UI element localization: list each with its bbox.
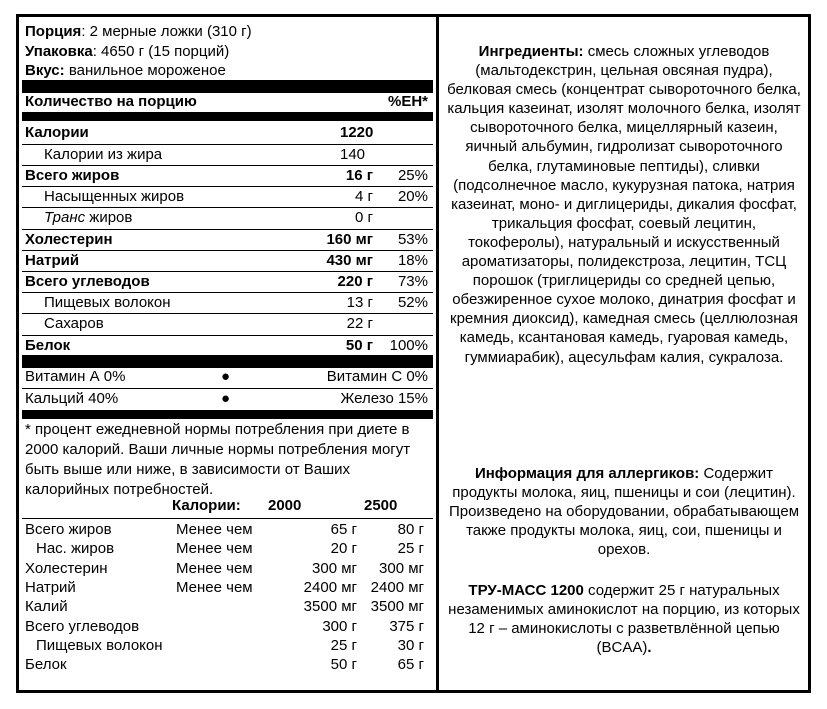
- nutrient-label-text: жиров: [89, 209, 133, 226]
- daily-value-row: [22, 520, 433, 539]
- medium-rule: [22, 410, 433, 419]
- footnote: * процент ежедневной нормы потребления при диете в 2000 калорий. Ваши личные нормы потребления могут быть выше или ниже, в зависимости от Ваших калорийных потребностей.: [25, 421, 411, 498]
- serving-size-line: [25, 22, 435, 42]
- calories-from-fat-row: [22, 145, 433, 165]
- calories-value: 1220: [340, 124, 374, 141]
- amount-per-serving-label: Количество на порцию: [25, 93, 197, 110]
- serving-size-label: Порция: [25, 23, 82, 40]
- daily-value-name: Натрий: [25, 579, 76, 596]
- daily-value-2500: 80 г: [397, 521, 424, 538]
- nutrient-label: Всего углеводов: [25, 273, 150, 290]
- daily-value-2000: 20 г: [330, 540, 357, 557]
- nutrient-label-italic: Транс: [44, 209, 86, 226]
- daily-value-2000: 300 г: [322, 618, 357, 635]
- nutrient-daily-value: 73%: [397, 273, 428, 290]
- nutrient-amount: 50 г: [345, 337, 373, 354]
- nutrient-amount: 430 мг: [326, 252, 373, 269]
- nutrient-row: [22, 187, 433, 207]
- nutrient-daily-value: 52%: [397, 294, 428, 311]
- nutrition-facts-panel: [22, 14, 435, 693]
- nutrient-row: [22, 251, 433, 271]
- daily-value-2000: 300 мг: [312, 560, 357, 577]
- daily-value-2500: 25 г: [397, 540, 424, 557]
- daily-value-condition: Менее чем: [176, 560, 253, 577]
- allergen-label: Информация для аллергиков:: [474, 465, 700, 482]
- nutrient-amount: 160 мг: [326, 231, 373, 248]
- daily-value-row: [22, 559, 433, 578]
- nutrient-row: [22, 166, 433, 186]
- nutrient-label: Пищевых волокон: [44, 294, 171, 311]
- medium-rule: [22, 112, 433, 121]
- nutrient-row: [22, 314, 433, 334]
- package-value: : 4650 г (15 порций): [92, 43, 230, 60]
- ingredients-paragraph: [445, 42, 803, 367]
- daily-values-2000: 2000: [268, 497, 302, 514]
- bcaa-paragraph: [445, 581, 803, 657]
- daily-value-name: Калий: [25, 598, 68, 615]
- nutrient-label: Холестерин: [25, 231, 113, 248]
- bcaa-text: содержит 25 г натуральных незаменимых аминокислот на порцию, из которых 12 г – аминокислоты с разветвлённой цепью (BCAA): [448, 582, 800, 657]
- nutrient-row: [22, 336, 433, 356]
- vitamin-c: Витамин С 0%: [326, 368, 428, 385]
- daily-value-row: [22, 539, 433, 558]
- vitamin-a: Витамин А 0%: [25, 368, 126, 385]
- allergen-paragraph: [445, 464, 803, 559]
- daily-values-header: [22, 496, 433, 516]
- daily-value-2000: 2400 мг: [303, 579, 357, 596]
- ingredients-panel: [445, 14, 803, 693]
- daily-value-name: Холестерин: [25, 560, 108, 577]
- nutrient-daily-value: 100%: [389, 337, 428, 354]
- package-label: Упаковка: [25, 43, 93, 60]
- nutrient-amount: 0 г: [355, 209, 373, 226]
- daily-value-condition: Менее чем: [176, 540, 253, 557]
- daily-value-name: Пищевых волокон: [36, 637, 163, 654]
- daily-value-row: [22, 655, 433, 674]
- nutrient-amount: 13 г: [346, 294, 373, 311]
- nutrient-amount: 220 г: [337, 273, 373, 290]
- iron: Железо 15%: [340, 390, 428, 407]
- nutrient-row: [22, 230, 433, 250]
- flavor-label: Вкус:: [25, 62, 65, 79]
- nutrient-daily-value: 18%: [397, 252, 428, 269]
- daily-value-row: [22, 578, 433, 597]
- daily-value-2000: 50 г: [330, 656, 357, 673]
- daily-values-2500: 2500: [364, 497, 398, 514]
- daily-value-name: Всего жиров: [25, 521, 112, 538]
- nutrient-label: Белок: [25, 337, 71, 354]
- calories-row: [22, 123, 433, 143]
- daily-value-condition: Менее чем: [176, 521, 253, 538]
- ingredients-label: Ингредиенты:: [478, 43, 584, 60]
- daily-value-2500: 65 г: [397, 656, 424, 673]
- daily-value-2000: 25 г: [330, 637, 357, 654]
- daily-value-2000: 3500 мг: [303, 598, 357, 615]
- bcaa-end: .: [647, 639, 652, 657]
- daily-value-row: [22, 597, 433, 616]
- amount-per-serving-header: [22, 92, 433, 112]
- vitamin-row: [22, 389, 433, 409]
- row-rule: [22, 518, 433, 519]
- calcium: Кальций 40%: [25, 390, 119, 407]
- bullet-icon: ●: [221, 390, 231, 407]
- daily-value-2000: 65 г: [330, 521, 357, 538]
- nutrient-row: [22, 272, 433, 292]
- panel-divider: [436, 14, 439, 693]
- nutrient-label: [44, 208, 132, 228]
- nutrient-amount: 4 г: [355, 188, 373, 205]
- daily-value-2500: 3500 мг: [370, 598, 424, 615]
- daily-value-row: [22, 636, 433, 655]
- nutrient-label: Всего жиров: [25, 167, 120, 184]
- daily-value-header: %ЕН*: [387, 93, 428, 110]
- product-name: ТРУ-МАСС 1200: [468, 582, 584, 599]
- daily-value-2500: 30 г: [397, 637, 424, 654]
- bullet-icon: ●: [221, 368, 231, 385]
- daily-value-name: Всего углеводов: [25, 618, 140, 635]
- serving-size-value: : 2 мерные ложки (310 г): [81, 23, 252, 40]
- calories-from-fat-value: 140: [340, 146, 366, 163]
- calories-label: Калории: [25, 124, 89, 141]
- package-line: [25, 42, 435, 62]
- nutrient-row: [22, 293, 433, 313]
- nutrient-row: [22, 208, 433, 228]
- flavor-value: ванильное мороженое: [64, 62, 226, 79]
- flavor-line: [25, 61, 435, 81]
- nutrient-daily-value: 20%: [397, 188, 428, 205]
- vitamin-row: [22, 367, 433, 387]
- nutrient-label: Насыщенных жиров: [44, 188, 185, 205]
- daily-value-2500: 375 г: [389, 618, 424, 635]
- ingredients-text: смесь сложных углеводов (мальтодекстрин, цельная овсяная пудра), белковая смесь (концентрат сывороточного белка, кальция казеинат, изолят молочного белка, изолят сывороточного белка, мицеллярный казеин, яичный альбумин, гидролизат сывороточного белка, глутаминовые пептиды), сливки (подсолнечное масло, кукурузная патока, натрия казеинат, моно- и диглицериды, дикалия фосфат, трикальция фосфат, соевый лецитин, токоферолы), натуральный и искусственный ароматизаторы, полидекстроза, лецитин, ТСЦ порошок (триглицериды со средней цепью, обезжиренное сухое молоко, динатрия фосфат и кремния диоксид), камедная смесь (целлюлозная камедь, ксантановая камедь, гуаровая камедь, гуммиарабик), ацесульфам калия, сукралоза.: [447, 43, 801, 366]
- daily-value-2500: 2400 мг: [370, 579, 424, 596]
- daily-value-condition: Менее чем: [176, 579, 253, 596]
- daily-value-2500: 300 мг: [379, 560, 424, 577]
- calories-from-fat-label: Калории из жира: [44, 146, 163, 163]
- nutrient-label: Сахаров: [44, 315, 104, 332]
- daily-value-name: Нас. жиров: [36, 540, 115, 557]
- nutrient-amount: 16 г: [345, 167, 373, 184]
- nutrient-label: Натрий: [25, 252, 80, 269]
- daily-value-row: [22, 617, 433, 636]
- nutrient-daily-value: 25%: [397, 167, 428, 184]
- nutrient-amount: 22 г: [346, 315, 373, 332]
- daily-value-name: Белок: [25, 656, 67, 673]
- nutrient-daily-value: 53%: [397, 231, 428, 248]
- daily-values-calories-label: Калории:: [172, 497, 241, 514]
- allergen-text: Содержит продукты молока, яиц, пшеницы и сои (лецитин). Произведено на оборудовании, обрабатывающем также продукты молока, яиц, сои, пшеницы и орехов.: [448, 465, 800, 559]
